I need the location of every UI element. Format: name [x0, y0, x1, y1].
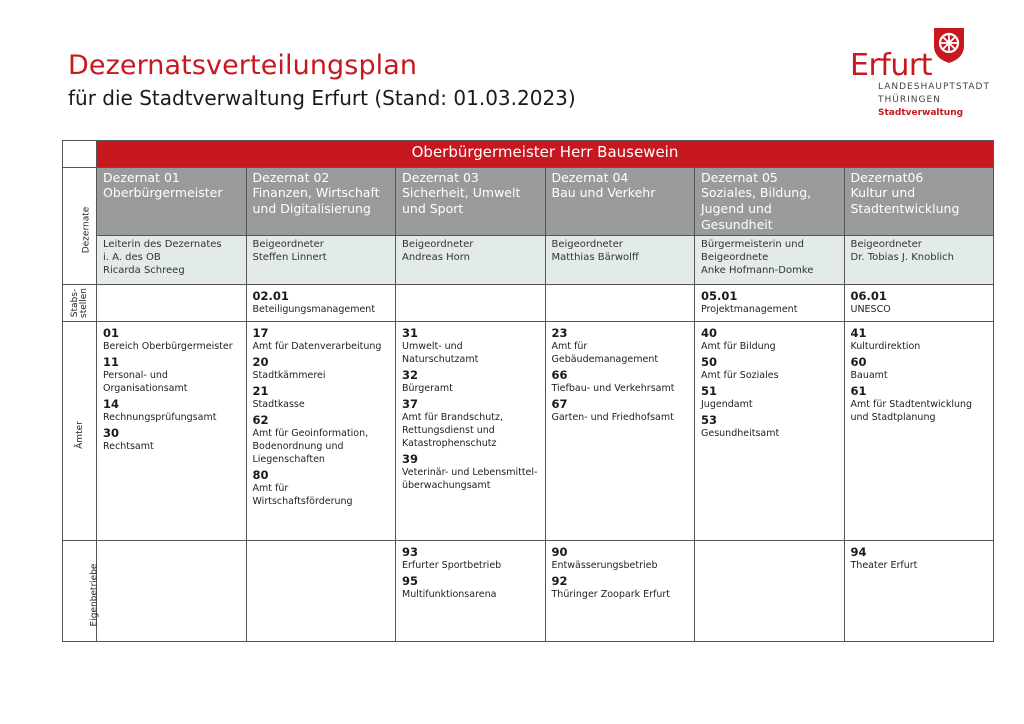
logo-line-3: Stadtverwaltung	[878, 108, 964, 118]
stabsstelle-cell	[246, 285, 396, 322]
aemter-cell	[695, 322, 845, 541]
office-name: Gesundheitsamt	[701, 428, 780, 439]
aemter-cell	[97, 322, 247, 541]
office-name: Garten- und Friedhofsamt	[551, 412, 674, 423]
row-label-eigenbetriebe: Eigenbetriebe	[63, 541, 97, 642]
office-name: Erfurter Sportbetrieb	[402, 560, 502, 571]
beigeordneter-cell	[246, 236, 396, 285]
person-line: Anke Hofmann-Domke	[701, 265, 814, 276]
office-code: 93	[402, 545, 419, 559]
office-name: Amt für Soziales	[701, 370, 779, 381]
eigenbetriebe-cell	[545, 541, 695, 642]
office-code: 06.01	[850, 289, 887, 303]
eigenbetriebe-cell	[844, 541, 994, 642]
dezernat-header: Dezernat 03 Sicherheit, Umwelt und Sport	[396, 168, 546, 236]
office-code: 37	[402, 397, 419, 411]
person-line: Bürgermeisterin und	[701, 239, 804, 250]
city-crest-icon	[932, 26, 966, 64]
office-code: 14	[103, 397, 120, 411]
office-code: 51	[701, 384, 718, 398]
person-line: Matthias Bärwolff	[551, 252, 639, 263]
office-code: 66	[551, 368, 568, 382]
office-code: 61	[850, 384, 867, 398]
office-name: Beteiligungsmanagement	[252, 304, 376, 315]
office-code: 02.01	[252, 289, 289, 303]
office-name: Tiefbau- und Verkehrsamt	[551, 383, 675, 394]
dezernat-header: Dezernat 02 Finanzen, Wirtschaft und Digitalisierung	[246, 168, 396, 236]
aemter-cell	[396, 322, 546, 541]
office-name: Rechtsamt	[103, 441, 154, 452]
person-line: Beigeordnete	[701, 252, 769, 263]
office-code: 05.01	[701, 289, 738, 303]
office-code: 21	[252, 384, 269, 398]
office-name: Amt für Datenverarbeitung	[252, 341, 382, 352]
office-name: Bauamt	[850, 370, 888, 381]
person-line: Ricarda Schreeg	[103, 265, 185, 276]
office-name: UNESCO	[850, 304, 891, 315]
office-code: 17	[252, 326, 269, 340]
office-code: 90	[551, 545, 568, 559]
aemter-cell	[246, 322, 396, 541]
eigenbetriebe-cell	[695, 541, 845, 642]
office-name: Bereich Oberbürgermeister	[103, 341, 233, 352]
office-code: 39	[402, 452, 419, 466]
logo-line-2: THÜRINGEN	[878, 95, 941, 105]
person-line: Dr. Tobias J. Knoblich	[850, 252, 954, 263]
row-label-dezernate: Dezernate	[63, 168, 97, 285]
person-line: i. A. des OB	[103, 252, 161, 263]
beigeordneter-cell	[695, 236, 845, 285]
office-name: Bürgeramt	[402, 383, 453, 394]
stabsstelle-cell	[97, 285, 247, 322]
page-title: Dezernatsverteilungsplan	[68, 50, 418, 81]
office-code: 30	[103, 426, 120, 440]
office-name: Multifunktionsarena	[402, 589, 497, 600]
person-line: Beigeordneter	[402, 239, 474, 250]
dezernat-header: Dezernat 05 Soziales, Bildung, Jugend und Gesundheit	[695, 168, 845, 236]
person-line: Andreas Horn	[402, 252, 470, 263]
dezernat-header: Dezernat 01 Oberbürgermeister	[97, 168, 247, 236]
office-code: 11	[103, 355, 120, 369]
office-name: Amt für Stadtentwicklung und Stadtplanung	[850, 399, 973, 423]
office-code: 95	[402, 574, 419, 588]
office-code: 41	[850, 326, 867, 340]
office-name: Rechnungsprüfungsamt	[103, 412, 217, 423]
office-name: Amt für Brandschutz, Rettungsdienst und Katastrophenschutz	[402, 412, 504, 449]
row-label-aemter: Ämter	[63, 322, 97, 541]
office-name: Umwelt- und Naturschutzamt	[402, 341, 479, 365]
stabsstelle-cell	[396, 285, 546, 322]
stabsstelle-cell	[545, 285, 695, 322]
office-name: Amt für Bildung	[701, 341, 776, 352]
eigenbetriebe-cell	[97, 541, 247, 642]
office-code: 94	[850, 545, 867, 559]
office-code: 80	[252, 468, 269, 482]
dezernat-header: Dezernat06 Kultur und Stadtentwicklung	[844, 168, 994, 236]
office-code: 23	[551, 326, 568, 340]
logo-line-1: LANDESHAUPTSTADT	[878, 82, 990, 92]
office-name: Entwässerungsbetrieb	[551, 560, 658, 571]
beigeordneter-cell	[844, 236, 994, 285]
office-name: Thüringer Zoopark Erfurt	[551, 589, 671, 600]
office-name: Theater Erfurt	[850, 560, 918, 571]
eigenbetriebe-cell	[246, 541, 396, 642]
office-name: Kulturdirektion	[850, 341, 921, 352]
person-line: Beigeordneter	[850, 239, 922, 250]
office-code: 92	[551, 574, 568, 588]
office-code: 50	[701, 355, 718, 369]
office-name: Projektmanagement	[701, 304, 798, 315]
person-line: Leiterin des Dezernates	[103, 239, 222, 250]
aemter-cell	[844, 322, 994, 541]
aemter-cell	[545, 322, 695, 541]
office-name: Amt für Geoinformation, Bodenordnung und Liegenschaften	[252, 428, 369, 465]
eigenbetriebe-cell	[396, 541, 546, 642]
beigeordneter-cell	[545, 236, 695, 285]
stabsstelle-cell	[844, 285, 994, 322]
beigeordneter-cell	[97, 236, 247, 285]
oberbuergermeister-header: Oberbürgermeister Herr Bausewein	[97, 141, 994, 168]
office-name: Jugendamt	[701, 399, 753, 410]
office-code: 60	[850, 355, 867, 369]
office-code: 62	[252, 413, 269, 427]
beigeordneter-cell	[396, 236, 546, 285]
page-subtitle: für die Stadtverwaltung Erfurt (Stand: 01.03.2023)	[68, 86, 576, 110]
office-name: Personal- und Organisationsamt	[103, 370, 188, 394]
office-code: 31	[402, 326, 419, 340]
office-code: 32	[402, 368, 419, 382]
person-line: Steffen Linnert	[252, 252, 327, 263]
office-name: Veterinär- und Lebensmittel-überwachungsamt	[402, 467, 538, 491]
office-name: Amt für Gebäudemanagement	[551, 341, 659, 365]
office-code: 40	[701, 326, 718, 340]
office-name: Amt für Wirtschaftsförderung	[252, 483, 353, 507]
office-code: 20	[252, 355, 269, 369]
erfurt-logo	[850, 26, 990, 122]
row-label-stabsstellen: Stabs- stellen	[63, 285, 97, 322]
office-name: Stadtkämmerei	[252, 370, 326, 381]
dezernat-table	[62, 140, 994, 642]
office-code: 53	[701, 413, 718, 427]
office-code: 67	[551, 397, 568, 411]
person-line: Beigeordneter	[252, 239, 324, 250]
logo-wordmark: Erfurt	[850, 48, 932, 83]
dezernat-header: Dezernat 04 Bau und Verkehr	[545, 168, 695, 236]
office-name: Stadtkasse	[252, 399, 305, 410]
office-code: 01	[103, 326, 120, 340]
person-line: Beigeordneter	[551, 239, 623, 250]
stabsstelle-cell	[695, 285, 845, 322]
